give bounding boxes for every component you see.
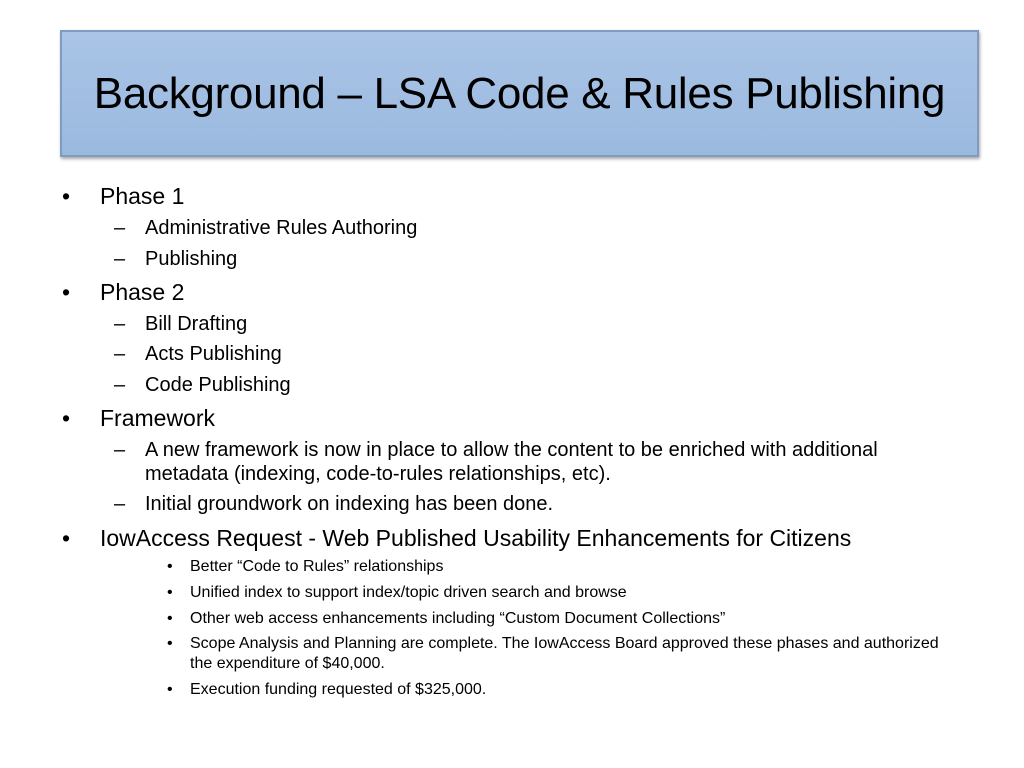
sub-sub-bullet-text: Better “Code to Rules” relationships	[190, 558, 444, 575]
bullet-phase-2	[62, 278, 185, 306]
bullet-label: IowAccess Request - Web Published Usability Enhancements for Citizens	[100, 525, 852, 551]
bullet-marker: •	[62, 183, 71, 209]
sub-bullet-text: Initial groundwork on indexing has been done.	[145, 493, 554, 515]
dash-marker: –	[114, 248, 126, 270]
dash-marker: –	[114, 343, 126, 365]
sub-bullet	[114, 492, 554, 516]
bullet-marker: •	[62, 279, 71, 305]
sub-bullet	[114, 216, 418, 240]
dash-marker: –	[114, 439, 126, 461]
dash-marker: –	[114, 374, 126, 396]
sub-bullet	[114, 438, 945, 486]
sub-sub-bullet-text: Unified index to support index/topic driven search and browse	[190, 584, 627, 601]
sub-sub-bullet	[167, 583, 627, 603]
sub-sub-bullet-text: Other web access enhancements including “Custom Document Collections”	[190, 610, 726, 627]
sub-bullet-text: A new framework is now in place to allow the content to be enriched with additional metadata (indexing, code-to-rules relationships, etc).	[145, 439, 878, 485]
sub-bullet-text: Acts Publishing	[145, 343, 282, 365]
sub-bullet	[114, 342, 282, 366]
sub-sub-bullet	[167, 680, 487, 700]
bullet-label: Phase 2	[100, 279, 185, 305]
sub-bullet-text: Publishing	[145, 248, 238, 270]
bullet-marker: •	[62, 405, 71, 431]
sub-sub-bullet	[167, 634, 965, 674]
bullet-marker: •	[62, 525, 71, 551]
sub-bullet	[114, 247, 238, 271]
sub-sub-bullet-text: Execution funding requested of $325,000.	[190, 681, 487, 698]
bullet-marker: •	[167, 584, 173, 601]
sub-bullet-text: Bill Drafting	[145, 313, 248, 335]
sub-bullet	[114, 373, 291, 397]
sub-sub-bullet-text: Scope Analysis and Planning are complete. The IowAccess Board approved these phases and authorized the expenditure of $40,000.	[190, 635, 939, 672]
bullet-marker: •	[167, 681, 173, 698]
bullet-phase-1	[62, 182, 185, 210]
bullet-marker: •	[167, 558, 173, 575]
sub-bullet-text: Code Publishing	[145, 374, 291, 396]
sub-bullet-text: Administrative Rules Authoring	[145, 217, 418, 239]
bullet-label: Framework	[100, 405, 216, 431]
sub-sub-bullet	[167, 557, 444, 577]
sub-bullet	[114, 312, 248, 336]
sub-sub-bullet	[167, 609, 726, 629]
bullet-framework	[62, 404, 216, 432]
bullet-marker: •	[167, 610, 173, 627]
dash-marker: –	[114, 493, 126, 515]
slide-title: Background – LSA Code & Rules Publishing	[93, 69, 946, 118]
dash-marker: –	[114, 217, 126, 239]
bullet-iowaccess	[62, 524, 852, 552]
bullet-marker: •	[167, 635, 173, 652]
dash-marker: –	[114, 313, 126, 335]
bullet-label: Phase 1	[100, 183, 185, 209]
